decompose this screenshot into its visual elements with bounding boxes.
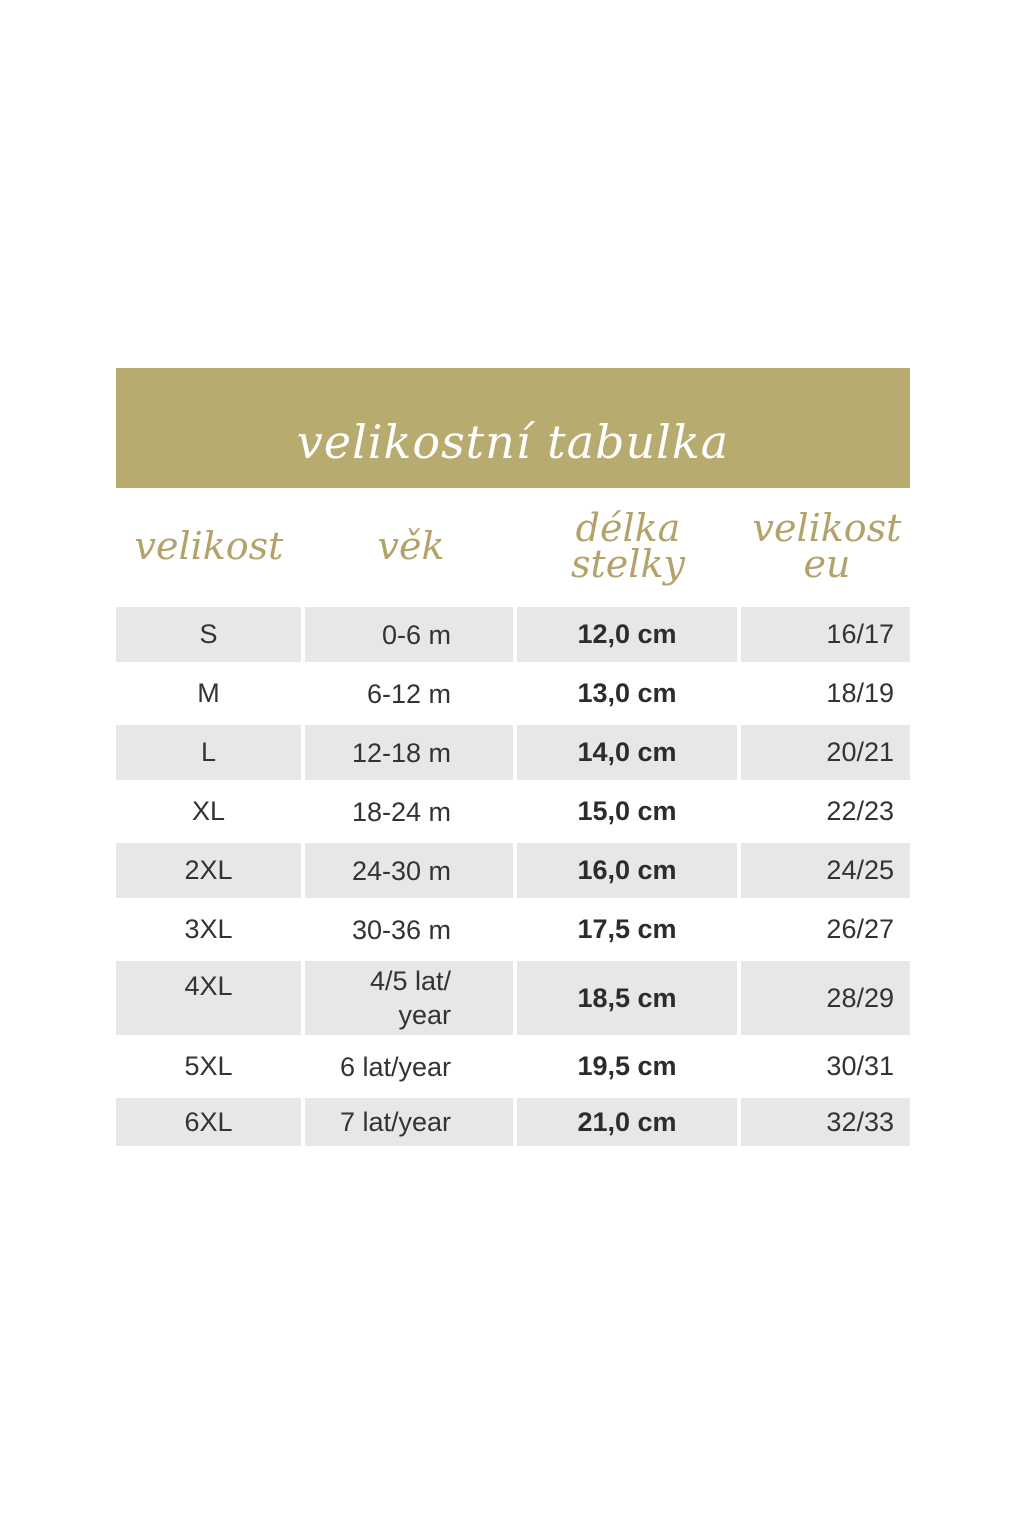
cell-size: 5XL (184, 1051, 233, 1081)
cell-insole-length: 13,0 cm (577, 678, 677, 708)
cell-age: 18-24 m (351, 796, 451, 827)
cell-age: 30-36 m (351, 914, 451, 945)
table-row (116, 902, 910, 957)
cell-size: 4XL (116, 961, 301, 1035)
cell-eu-size: 28/29 (741, 961, 910, 1035)
cell-age: 6-12 m (366, 678, 451, 709)
table-row (116, 843, 910, 898)
cell-insole-length: 14,0 cm (517, 725, 737, 780)
cell-age: 24-30 m (305, 843, 513, 898)
cell-age: 6 lat/year (339, 1051, 451, 1082)
table-row (116, 607, 910, 662)
cell-age: 12-18 m (305, 725, 513, 780)
table-row (116, 666, 910, 721)
cell-eu-size: 24/25 (741, 843, 910, 898)
title-banner (116, 368, 910, 488)
header-age: věk (377, 524, 445, 568)
cell-size: L (116, 725, 301, 780)
header-eu-size (744, 506, 910, 586)
cell-insole-length: 18,5 cm (517, 961, 737, 1035)
header-insole-length (518, 506, 738, 586)
header-eu-size-line2: eu (803, 542, 851, 586)
cell-eu-size: 18/19 (826, 678, 894, 708)
table-row (116, 961, 910, 1035)
table-row (116, 1098, 910, 1146)
cell-size: S (116, 607, 301, 662)
header-eu-size-line1: velikost (752, 506, 902, 550)
column-headers (116, 496, 910, 604)
cell-age-line2: year (398, 1000, 451, 1030)
cell-size: 3XL (184, 914, 233, 944)
header-size: velikost (134, 524, 284, 568)
cell-eu-size: 20/21 (741, 725, 910, 780)
cell-size: XL (191, 796, 226, 826)
cell-age: 0-6 m (305, 607, 513, 662)
cell-insole-length: 17,5 cm (577, 914, 677, 944)
table-row (116, 725, 910, 780)
cell-insole-length: 21,0 cm (517, 1098, 737, 1146)
cell-size: 2XL (116, 843, 301, 898)
page-title: velikostní tabulka (296, 415, 730, 469)
cell-eu-size: 22/23 (826, 796, 894, 826)
table-row (116, 784, 910, 839)
cell-eu-size: 32/33 (741, 1098, 910, 1146)
cell-insole-length: 16,0 cm (517, 843, 737, 898)
header-insole-length-line2: stelky (571, 542, 685, 586)
cell-eu-size: 16/17 (741, 607, 910, 662)
header-insole-length-line1: délka (575, 506, 681, 550)
cell-insole-length: 12,0 cm (517, 607, 737, 662)
cell-eu-size: 30/31 (826, 1051, 894, 1081)
cell-age-line1: 4/5 lat/ (369, 966, 451, 996)
cell-size: M (197, 678, 220, 708)
cell-size: 6XL (116, 1098, 301, 1146)
size-table (116, 607, 910, 1146)
cell-eu-size: 26/27 (826, 914, 894, 944)
cell-age: 7 lat/year (305, 1098, 513, 1146)
cell-insole-length: 15,0 cm (577, 796, 677, 826)
cell-insole-length: 19,5 cm (577, 1051, 677, 1081)
table-row (116, 1039, 910, 1094)
cell-age (305, 961, 513, 1035)
